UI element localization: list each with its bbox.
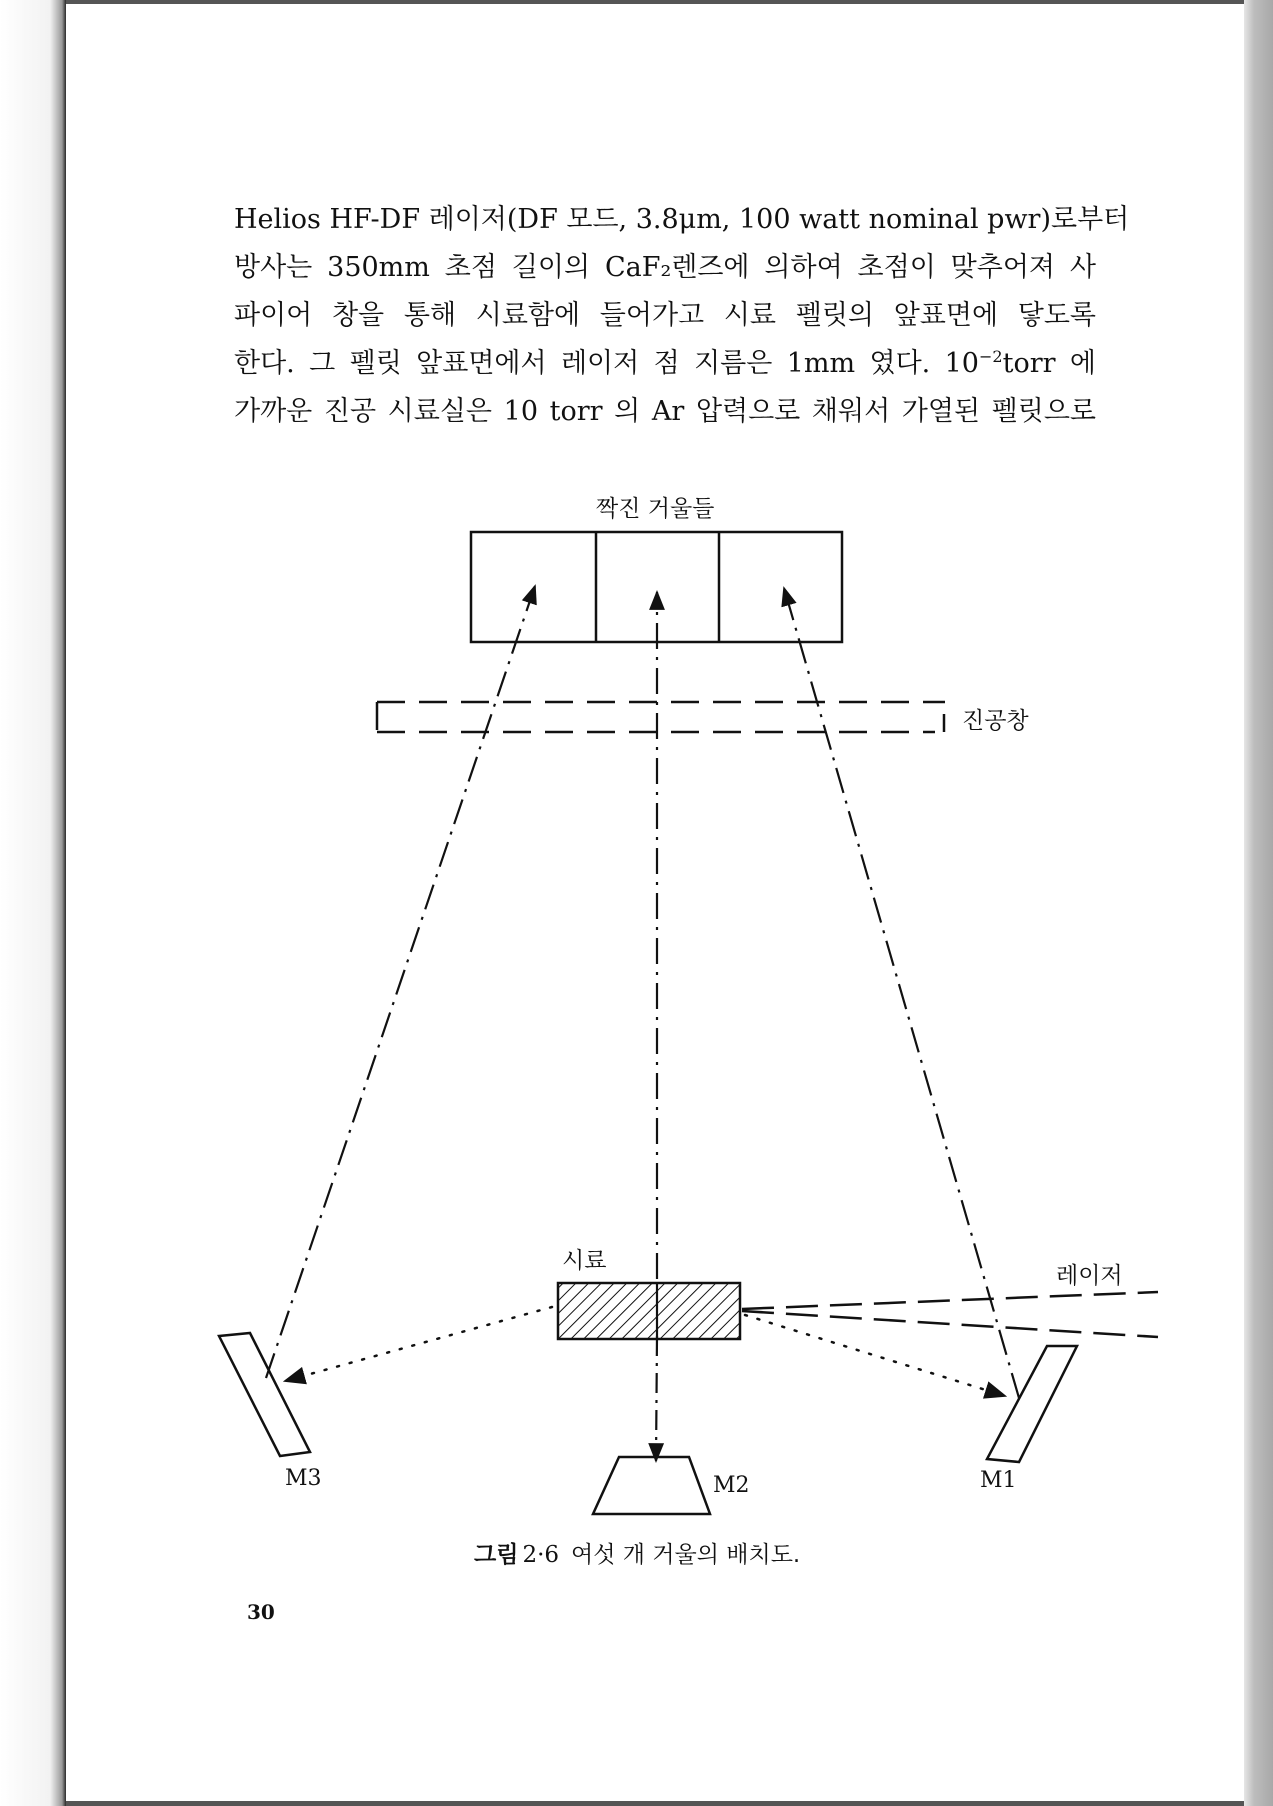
mirror-m2-label: M2 (713, 1473, 750, 1498)
paragraph-line-2: 방사는 350mm 초점 길이의 CaF₂렌즈에 의하여 초점이 맞추어져 사 (234, 252, 1096, 283)
mirror-m1-label: M1 (980, 1468, 1017, 1493)
vacuum-window-label: 진공창 (962, 708, 1029, 734)
paired-mirrors-label: 짝진 거울들 (596, 496, 715, 522)
caption-prefix: 그림 (474, 1542, 519, 1568)
dotted-beam-to-m3 (285, 1307, 552, 1381)
paragraph-line-4-text: 한다. 그 펠릿 앞표면에서 레이저 점 지름은 1mm 였다. 10 (234, 348, 979, 379)
paragraph-line-5: 가까운 진공 시료실은 10 torr 의 Ar 압력으로 채워서 가열된 펠릿으로 (234, 396, 1096, 427)
mirror-m2 (593, 1457, 710, 1514)
page-number: 30 (247, 1600, 275, 1624)
mirror-m1 (987, 1346, 1077, 1462)
mirror-m3 (219, 1333, 310, 1456)
vacuum-window (377, 702, 945, 732)
exponent: −2 (979, 347, 1003, 366)
mirror-m3-label: M3 (285, 1466, 322, 1491)
paragraph-line-3: 파이어 창을 통해 시료함에 들어가고 시료 펠릿의 앞표면에 닿도록 (234, 300, 1096, 331)
paragraph-line-1: Helios HF-DF 레이저(DF 모드, 3.8μm, 100 watt nominal pwr)로부터 (234, 204, 1130, 235)
laser-label: 레이저 (1056, 1263, 1123, 1289)
caption-text: 여섯 개 거울의 배치도. (571, 1542, 801, 1568)
figure-caption (474, 1536, 954, 1569)
dotted-beam-to-m1 (745, 1315, 1005, 1396)
laser-beam-upper (742, 1292, 1158, 1309)
caption-number: 2·6 (522, 1542, 560, 1568)
laser-beam-lower (742, 1311, 1158, 1337)
beam-m3-to-mirror (266, 586, 535, 1378)
sample-pellet (558, 1283, 740, 1339)
sample-label: 시료 (562, 1248, 607, 1274)
beam-sample-to-m2 (656, 1336, 657, 1461)
paragraph-line-4-tail: torr 에 (1002, 348, 1096, 379)
